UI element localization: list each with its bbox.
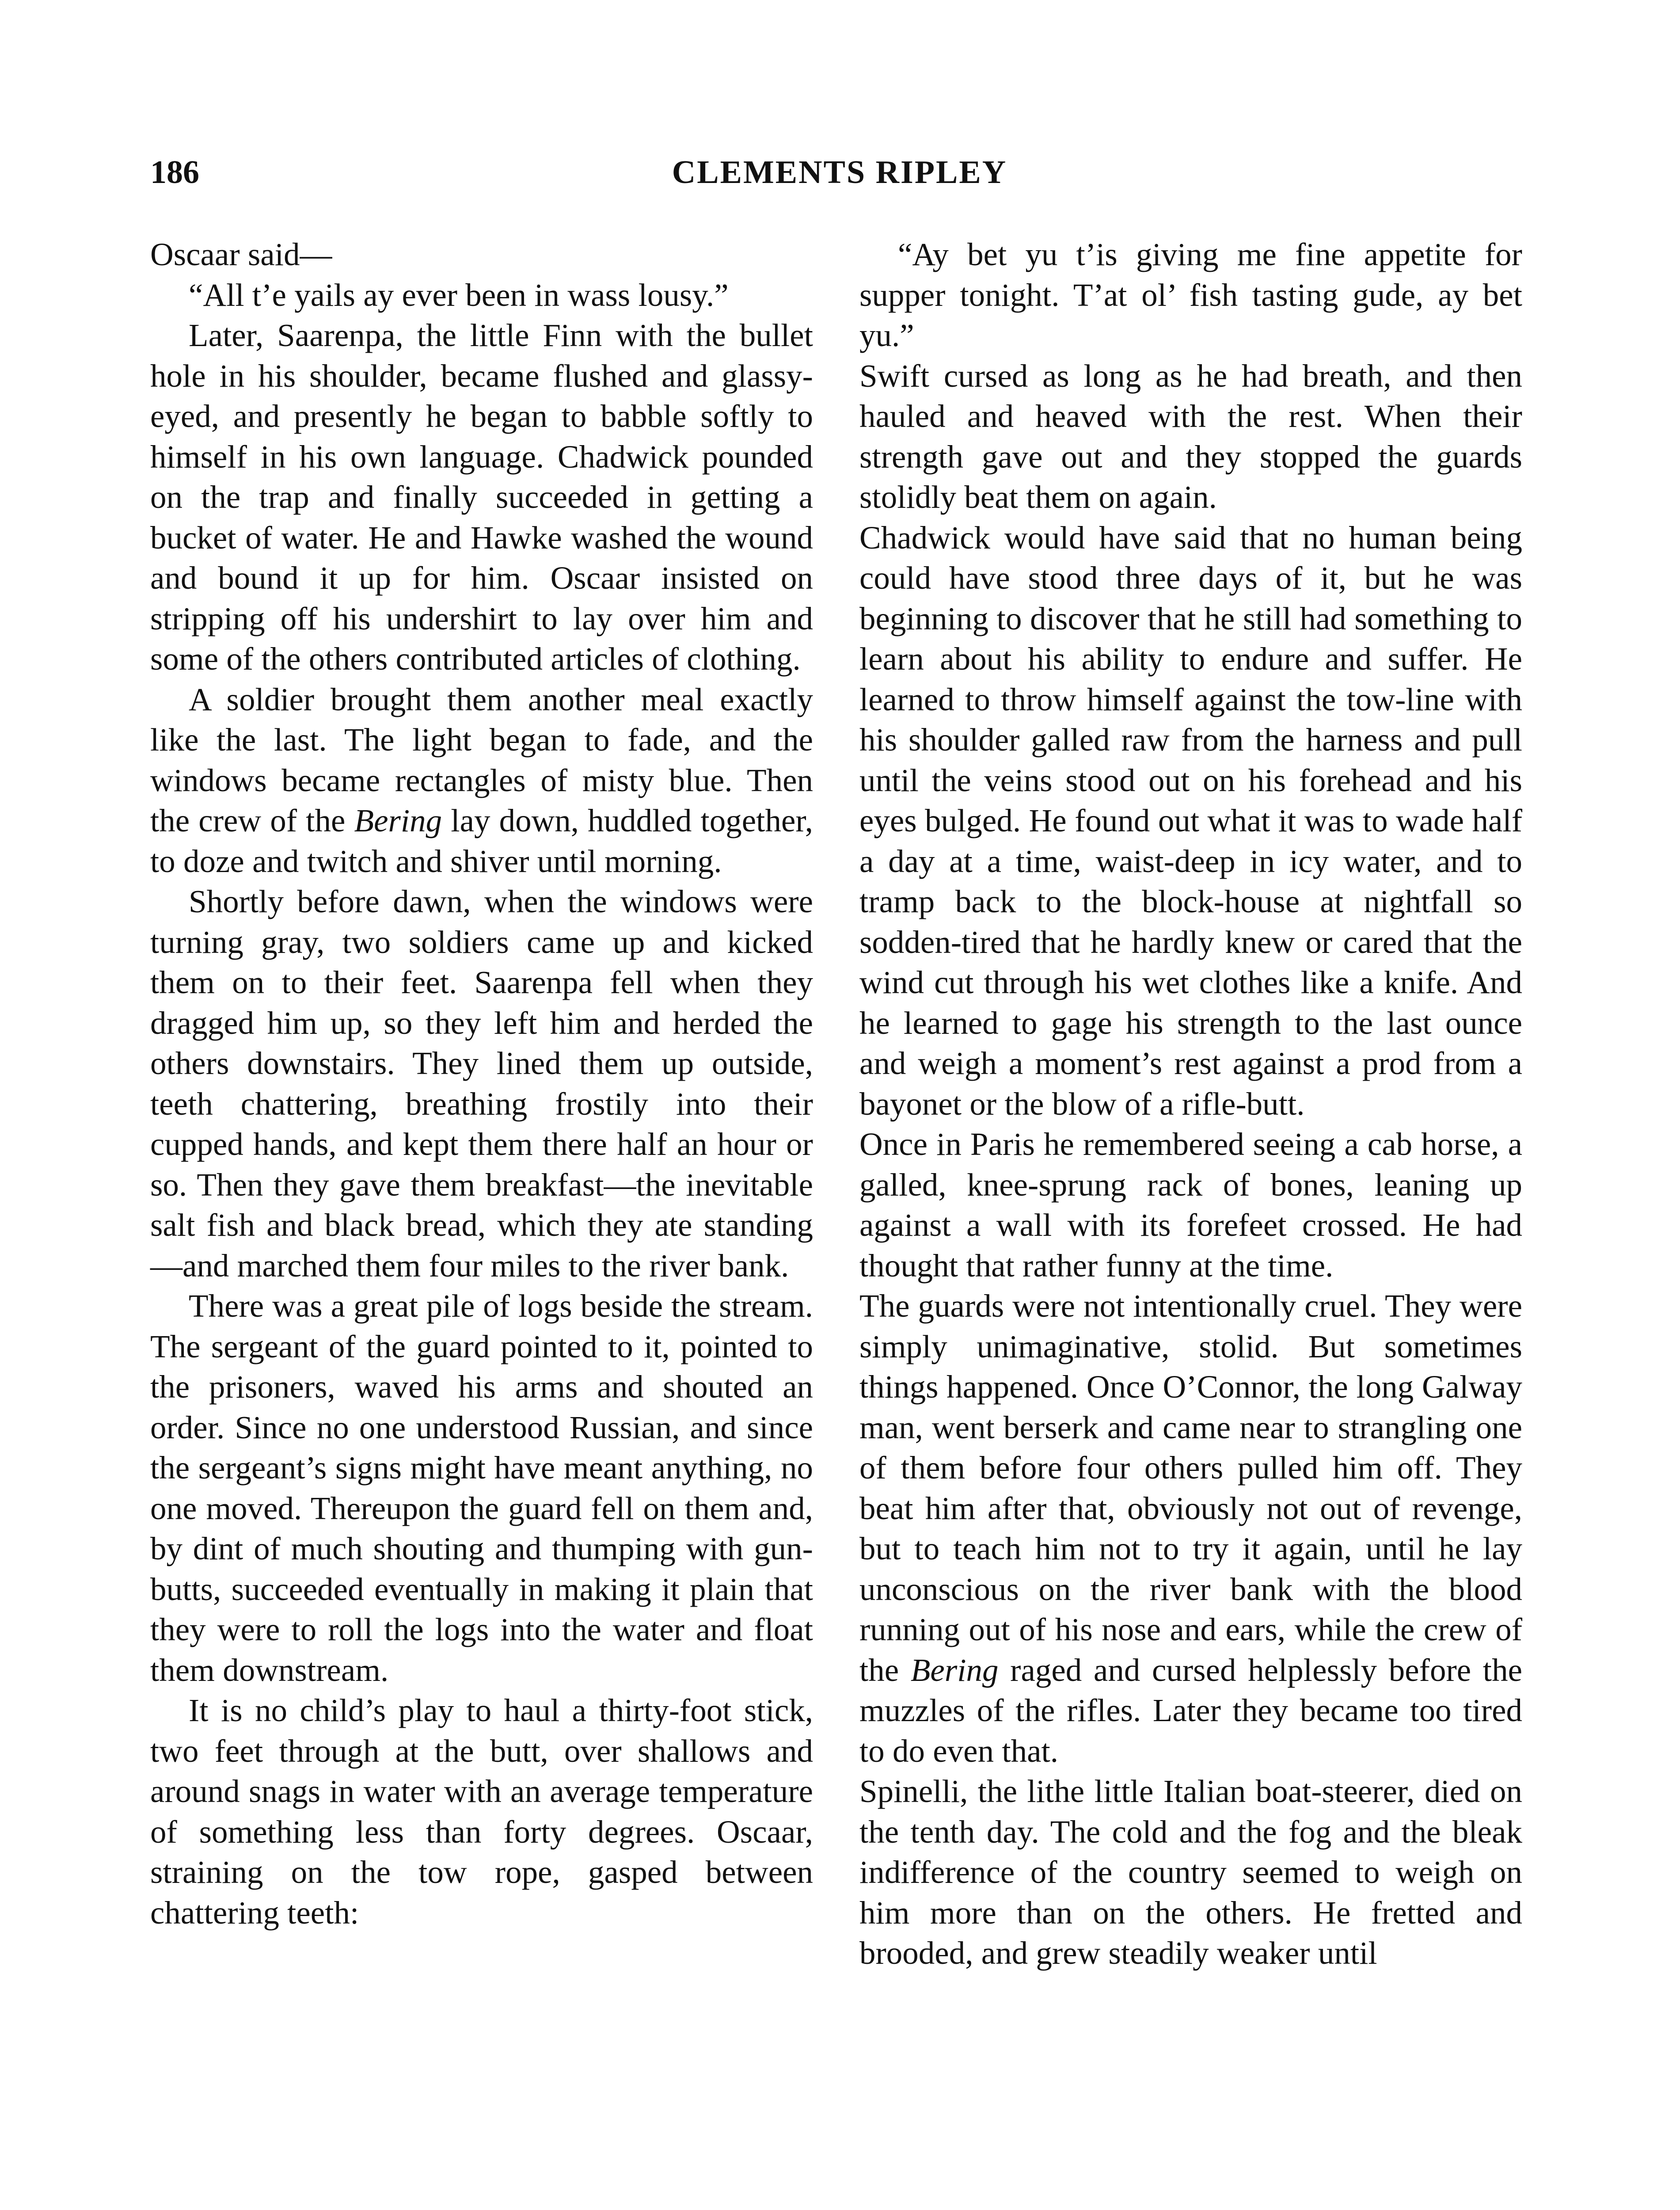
running-title: CLEMENTS RIPLEY bbox=[672, 154, 1007, 191]
paragraph: Once in Paris he remembered seeing a cab horse, a galled, knee-sprung rack of bones, leaning up against a wall with its forefeet crossed. He had thought that rather funny at the time. bbox=[859, 1126, 1522, 1284]
paragraph: Shortly before dawn, when the windows were turning gray, two soldiers came up and kicked them on to their feet. Saarenpa fell when they dragged him up, so they left him and herded the others downstairs. They lined them up outside, teeth chattering, breathing frostily into their cupped hands, and kept them there half an hour or so. Then they gave them breakfast—the inevitable salt fish and black bread, which they ate standing—and marched them four miles to the river bank. bbox=[150, 884, 813, 1284]
paragraph: It is no child’s play to haul a thirty-foot stick, two feet through at the butt, over shallows and around snags in water with an average temperature of something less than forty degrees. Oscaar, straining on the tow rope, gasped between chattering teeth: bbox=[150, 1692, 813, 1931]
paragraph: “All t’e yails ay ever been in wass lousy.” bbox=[189, 277, 729, 313]
paragraph: The guards were not intentionally cruel. They were simply unimaginative, stolid. But sometimes things happened. Once O’Connor, the long Galway man, went berserk and came near to strangling one of them before four others pulled him off. They beat him after that, obviously not out of revenge, but to teach him not to try it again, until he lay unconscious on the river bank with the blood running out of his nose and ears, while the crew of the Bering raged and cursed helplessly before the muzzles of the rifles. Later they became too tired to do even that. bbox=[859, 1288, 1522, 1769]
paragraph: Later, Saarenpa, the little Finn with the bullet hole in his shoulder, became flushed and glassy-eyed, and presently he began to babble softly to himself in his own language. Chadwick pounded on the trap and finally succeeded in getting a bucket of water. He and Hawke washed the wound and bound it up for him. Oscaar insisted on stripping off his undershirt to lay over him and some of the others contributed articles of clothing. bbox=[150, 317, 813, 677]
left-text-column bbox=[150, 234, 813, 1933]
ship-name: Bering bbox=[354, 803, 442, 838]
page-number: 186 bbox=[150, 154, 199, 191]
paragraph: “Ay bet yu t’is giving me fine appetite for supper tonight. T’at ol’ fish tasting gude, ay bet yu.” bbox=[859, 236, 1522, 353]
paragraph: Spinelli, the lithe little Italian boat-steerer, died on the tenth day. The cold and the fog and the bleak indifference of the country seemed to weigh on him more than on the others. He fretted and brooded, and grew steadily weaker until bbox=[859, 1773, 1522, 1971]
paragraph: There was a great pile of logs beside the stream. The sergeant of the guard pointed to it, pointed to the prisoners, waved his arms and shouted an order. Since no one understood Russian, and since the sergeant’s signs might have meant anything, no one moved. Thereupon the guard fell on them and, by dint of much shouting and thumping with gun-butts, succeeded eventually in making it plain that they were to roll the logs into the water and float them downstream. bbox=[150, 1288, 813, 1688]
paragraph: Swift cursed as long as he had breath, and then hauled and heaved with the rest. When their strength gave out and they stopped the guards stolidly beat them on again. bbox=[859, 358, 1522, 515]
paragraph: A soldier brought them another meal exactly like the last. The light began to fade, and the windows became rectangles of misty blue. Then the crew of the Bering lay down, huddled together, to doze and twitch and shiver until morning. bbox=[150, 681, 813, 879]
paragraph: Chadwick would have said that no human being could have stood three days of it, but he was beginning to discover that he still had something to learn about his ability to endure and suffer. He learned to throw himself against the tow-line with his shoulder galled raw from the harness and pull until the veins stood out on his forehead and his eyes bulged. He found out what it was to wade half a day at a time, waist-deep in icy water, and to tramp back to the block-house at nightfall so sodden-tired that he hardly knew or cared that the wind cut through his wet clothes like a knife. And he learned to gage his strength to the last ounce and weigh a moment’s rest against a prod from a bayonet or the blow of a rifle-butt. bbox=[859, 519, 1522, 1122]
ship-name: Bering bbox=[910, 1652, 999, 1688]
paragraph: Oscaar said— bbox=[150, 236, 332, 272]
page-header bbox=[150, 150, 1529, 203]
right-text-column bbox=[859, 234, 1522, 1974]
